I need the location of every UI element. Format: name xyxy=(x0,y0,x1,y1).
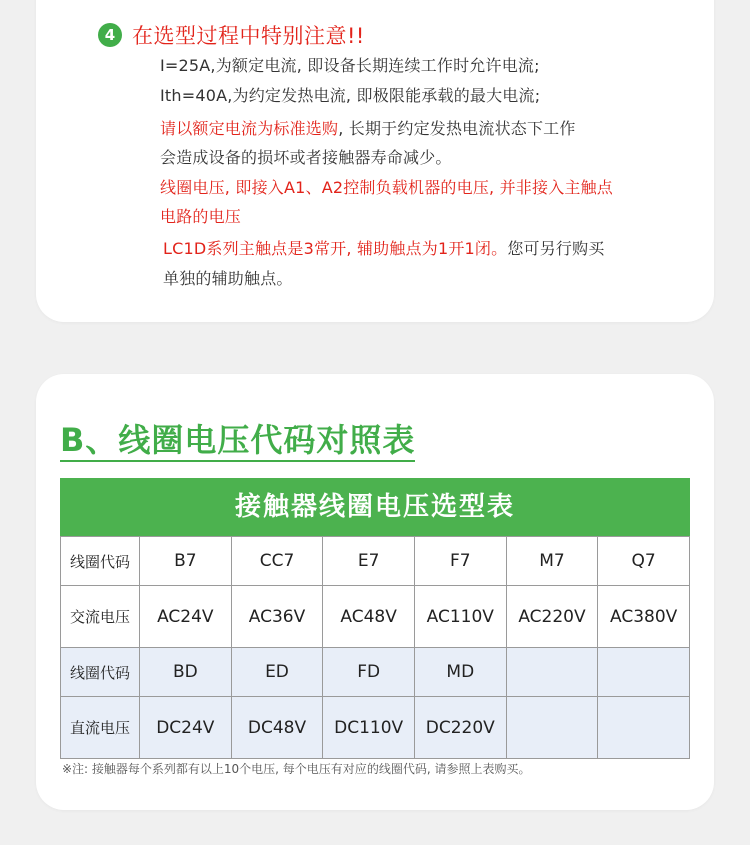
table-cell: Q7 xyxy=(598,537,690,586)
note-line-aux-contacts: 单独的辅助触点。 xyxy=(163,269,293,288)
note-line-purchase-advice-rest: , 长期于约定发热电流状态下工作 xyxy=(338,119,576,138)
table-cell: DC48V xyxy=(231,697,323,759)
note-line-thermal-current: Ith=40A,为约定发热电流, 即极限能承载的最大电流; xyxy=(160,86,541,105)
table-cell xyxy=(506,697,598,759)
table-cell: BD xyxy=(140,648,232,697)
table-row xyxy=(61,586,690,648)
table-cell: AC110V xyxy=(414,586,506,648)
note-line-contacts xyxy=(163,236,605,259)
note-line-rated-current: I=25A,为额定电流, 即设备长期连续工作时允许电流; xyxy=(160,56,540,75)
table-cell: AC36V xyxy=(231,586,323,648)
note-title: 在选型过程中特别注意!! xyxy=(132,24,365,48)
table-cell xyxy=(598,648,690,697)
table-cell: E7 xyxy=(323,537,415,586)
table-cell: AC220V xyxy=(506,586,598,648)
row-label: 交流电压 xyxy=(61,586,140,648)
table-cell: CC7 xyxy=(231,537,323,586)
table-cell: DC24V xyxy=(140,697,232,759)
table-header: 接触器线圈电压选型表 xyxy=(60,478,690,536)
row-label: 线圈代码 xyxy=(61,537,140,586)
coil-voltage-table xyxy=(60,478,690,759)
table-cell: ED xyxy=(231,648,323,697)
table-cell xyxy=(598,697,690,759)
note-line-coil-voltage-cont: 电路的电压 xyxy=(160,207,242,226)
table-cell: M7 xyxy=(506,537,598,586)
table-cell: B7 xyxy=(140,537,232,586)
note-number-badge: 4 xyxy=(98,23,122,47)
table-cell: AC24V xyxy=(140,586,232,648)
table-cell: FD xyxy=(323,648,415,697)
table-cell: AC380V xyxy=(598,586,690,648)
table-cell: DC110V xyxy=(323,697,415,759)
table-row xyxy=(61,648,690,697)
table-cell: F7 xyxy=(414,537,506,586)
section-title: B、线圈电压代码对照表 xyxy=(60,420,415,462)
table-cell xyxy=(506,648,598,697)
table-cell: AC48V xyxy=(323,586,415,648)
note-line-purchase-advice xyxy=(160,116,576,139)
table-row xyxy=(61,697,690,759)
table-row xyxy=(61,537,690,586)
row-label: 线圈代码 xyxy=(61,648,140,697)
note-line-contacts-rest: 您可另行购买 xyxy=(507,239,605,258)
note-line-contacts-red: LC1D系列主触点是3常开, 辅助触点为1开1闭。 xyxy=(163,239,508,258)
row-label: 直流电压 xyxy=(61,697,140,759)
note-line-coil-voltage: 线圈电压, 即接入A1、A2控制负载机器的电压, 并非接入主触点 xyxy=(160,178,613,197)
note-line-purchase-advice-red: 请以额定电流为标准选购 xyxy=(160,119,339,138)
note-line-damage-warning: 会造成设备的损坏或者接触器寿命减少。 xyxy=(160,148,452,167)
footnote: ※注: 接触器每个系列都有以上10个电压, 每个电压有对应的线圈代码, 请参照上表购买。 xyxy=(62,762,531,776)
note-header xyxy=(98,20,365,50)
table-cell: MD xyxy=(414,648,506,697)
table-cell: DC220V xyxy=(414,697,506,759)
